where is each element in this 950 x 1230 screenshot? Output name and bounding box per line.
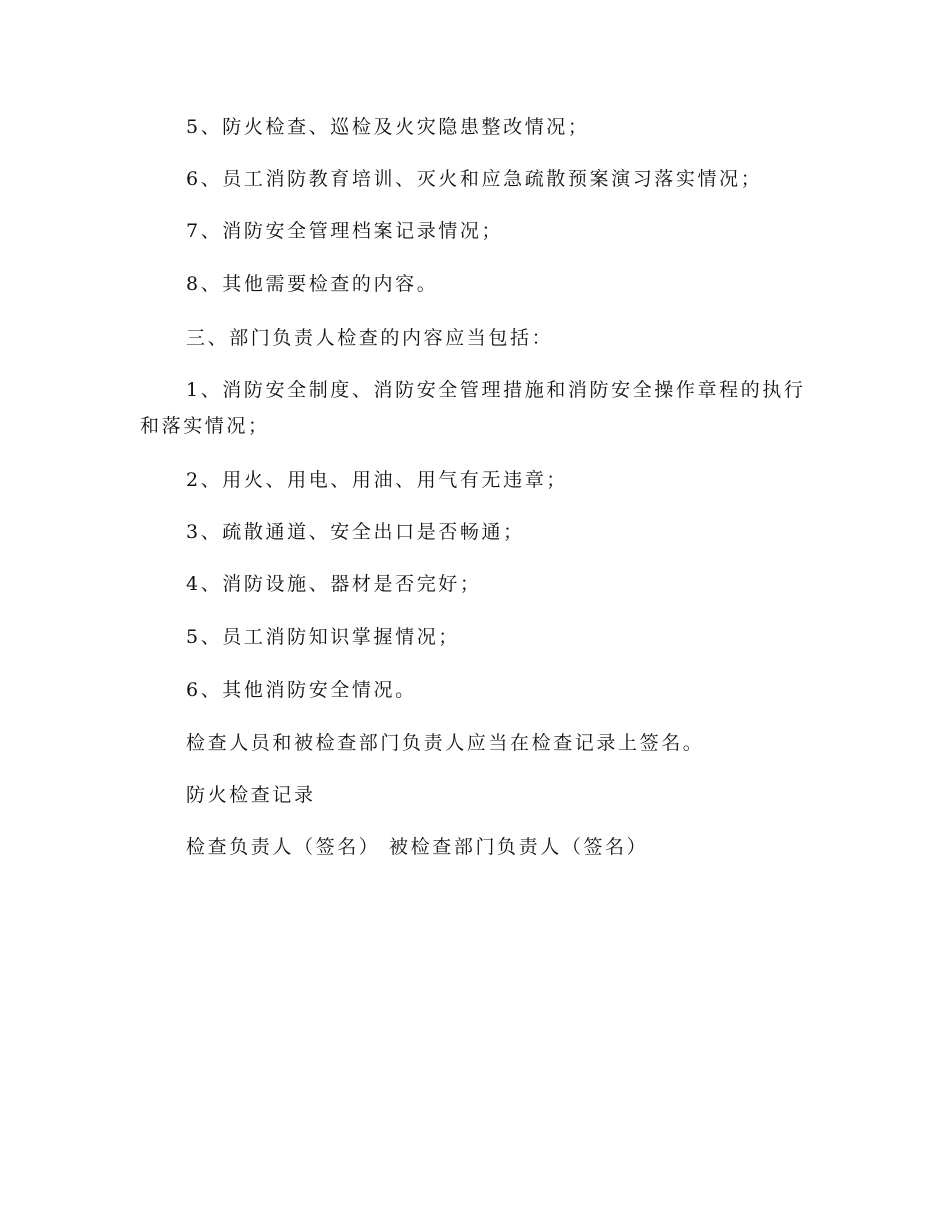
- paragraph-11: 6、其他消防安全情况。: [186, 679, 417, 701]
- paragraph-12: 检查人员和被检查部门负责人应当在检查记录上签名。: [186, 732, 705, 754]
- paragraph-6: 1、消防安全制度、消防安全管理措施和消防安全操作章程的执行和落实情况；: [140, 379, 806, 437]
- paragraph-1: 5、防火检查、巡检及火灾隐患整改情况；: [186, 116, 590, 138]
- paragraph-8: 3、疏散通道、安全出口是否畅通；: [186, 521, 525, 543]
- signature-line: 检查负责人（签名） 被检查部门负责人（签名）: [186, 836, 649, 858]
- section-heading: 三、部门负责人检查的内容应当包括：: [186, 327, 554, 349]
- record-title: 防火检查记录: [186, 784, 316, 806]
- paragraph-10: 5、员工消防知识掌握情况；: [186, 626, 460, 648]
- paragraph-9: 4、消防设施、器材是否完好；: [186, 573, 482, 595]
- paragraph-2: 6、员工消防教育培训、灭火和应急疏散预案演习落实情况；: [186, 168, 763, 190]
- paragraph-4: 8、其他需要检查的内容。: [186, 273, 439, 295]
- paragraph-7: 2、用火、用电、用油、用气有无违章；: [186, 469, 568, 491]
- paragraph-3: 7、消防安全管理档案记录情况；: [186, 220, 504, 242]
